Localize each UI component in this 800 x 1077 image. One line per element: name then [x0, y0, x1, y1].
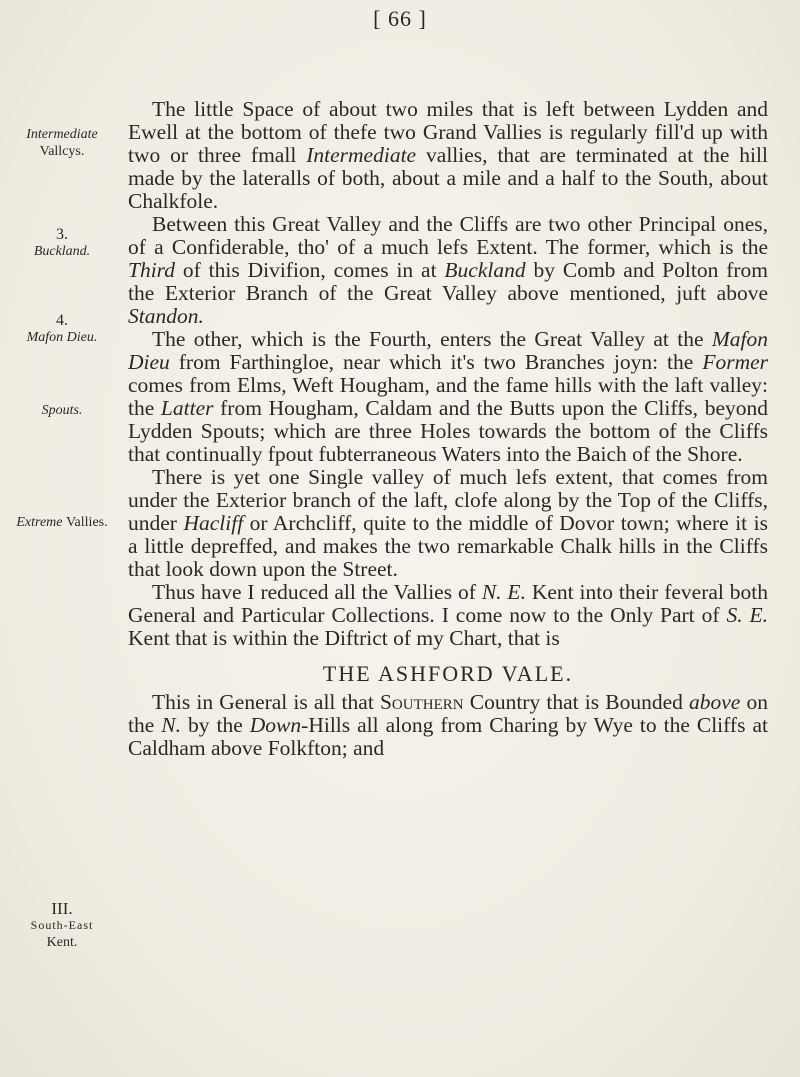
section-heading: THE ASHFORD VALE.	[322, 661, 574, 686]
margin-note-intermediate	[6, 126, 118, 160]
margin-mason-dieu: Mafon Dieu.	[26, 330, 98, 345]
paragraph-5: Thus have I reduced all the Vallies of N. E. Kent into their feveral both General and Particular Collections. I come now to the Only Part of S. E. Kent that is within the Diftrict of my Chart, that is	[128, 580, 769, 650]
margin-buckland: Buckland.	[33, 244, 91, 259]
margin-note-spouts	[6, 402, 118, 419]
margin-note-buckland	[6, 226, 118, 260]
page-number: [ 66 ]	[373, 6, 427, 31]
margin-extreme: Extreme	[16, 515, 63, 530]
margin-intermediate-title: Intermediate	[26, 127, 98, 142]
margin-kent: Kent.	[46, 935, 78, 950]
margin-south-east: South-East	[30, 918, 94, 932]
margin-number-4: 4.	[56, 312, 68, 329]
margin-roman-3: III.	[51, 899, 73, 918]
paragraph-3: The other, which is the Fourth, enters the Great Valley at the Mafon Dieu from Farthingloe, near which it's two Branches joyn: the Former comes from Elms, Weft Hougham, and the fame hills with the laft valley: the Latter from Hougham, Caldam and the Butts upon the Cliffs, beyond Lydden Spouts; which are three Holes towards the bottom of the Cliffs that continually fpout fubterraneous Waters into the Baich of the Shore.	[128, 327, 768, 466]
body-text	[128, 98, 768, 760]
margin-intermediate-sub: Vallcys.	[39, 144, 85, 159]
paragraph-2: Between this Great Valley and the Cliffs are two other Principal ones, of a Confiderable, tho' of a much lefs Extent. The former, which is the Third of this Divifion, comes in at Buckland by Comb and Polton from the Exterior Branch of the Great Valley above mentioned, juft above Standon.	[128, 212, 768, 328]
margin-spouts: Spouts.	[41, 403, 83, 418]
margin-vallies: Vallies.	[66, 515, 108, 530]
margin-number-3: 3.	[56, 226, 68, 243]
paragraph-1: The little Space of about two miles that is left between Lydden and Ewell at the bottom of thefe two Grand Vallies is regularly fill'd up with two or three fmall Intermediate vallies, that are terminated at the hill made by the lateralls of both, about a mile and a half to the South, about Chalkfole.	[128, 97, 768, 213]
paragraph-4: There is yet one Single valley of much lefs extent, that comes from under the Exterior branch of the laft, clofe along by the Top of the Cliffs, under Hacliff or Archcliff, quite to the middle of Dovor town; where it is a little depreffed, and makes the two remarkable Chalk hills in the Cliffs that look down upon the Street.	[128, 465, 768, 581]
margin-note-extreme-vallies	[6, 514, 118, 531]
paragraph-6: This in General is all that Southern Country that is Bounded above on the N. by the Down-Hills all along from Charing by Wye to the Cliffs at Caldham above Folkfton; and	[128, 690, 769, 760]
margin-note-south-east	[6, 900, 118, 951]
margin-note-mason-dieu	[6, 312, 118, 346]
